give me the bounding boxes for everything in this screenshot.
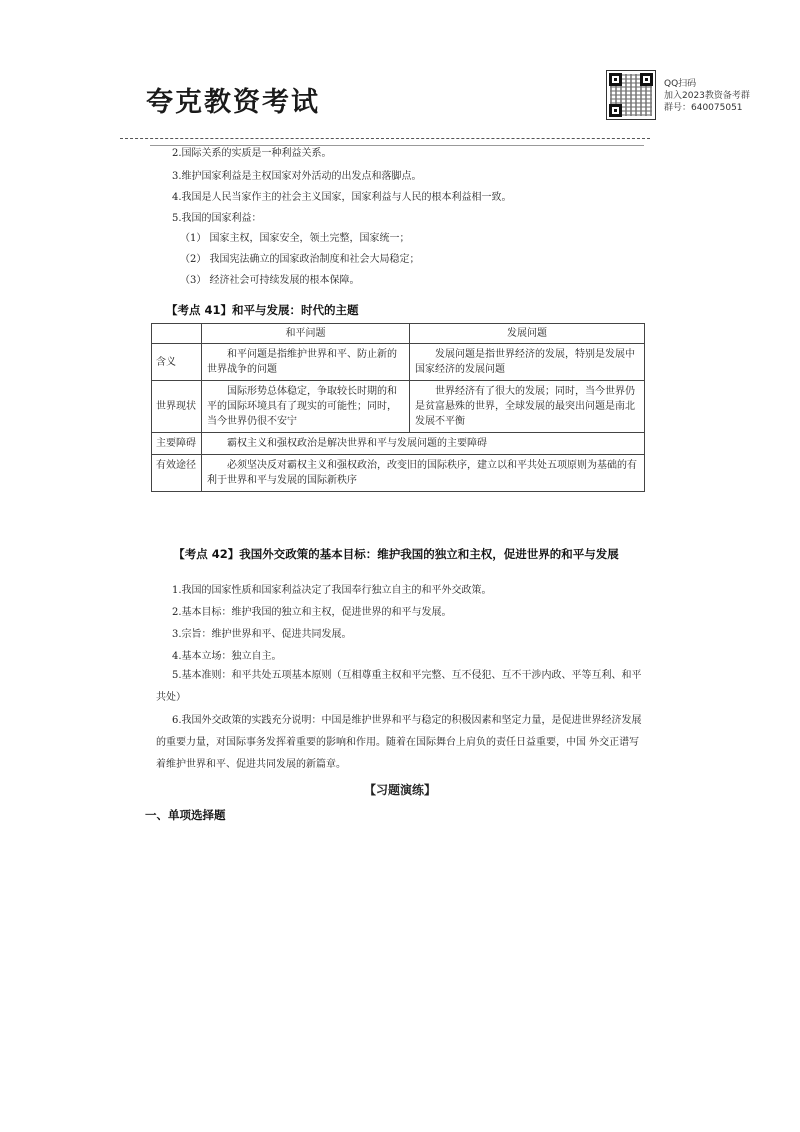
list-item: 4.基本立场：独立自主。 [172,651,282,662]
section-heading-42: 【考点 42】我国外交政策的基本目标：维护我国的独立和主权，促进世界的和平与发展 [173,547,619,561]
table-col-header: 发展问题 [410,324,645,344]
qr-code-icon [606,70,656,120]
table-row [152,344,645,381]
list-item: 4.我国是人民当家作主的社会主义国家，国家利益与人民的根本利益相一致。 [172,192,512,203]
table-row [152,433,645,455]
table-cell [202,381,410,433]
list-subitem: （2） 我国宪法确立的国家政治制度和社会大局稳定； [180,254,420,265]
table-col-header: 和平问题 [202,324,410,344]
list-item: 5.我国的国家利益： [172,213,262,224]
list-item: 3.宗旨：维护世界和平、促进共同发展。 [172,629,352,640]
list-item: 3.维护国家利益是主权国家对外活动的出发点和落脚点。 [172,171,422,182]
paragraph-text: 6.我国外交政策的实践充分说明：中国是维护世界和平与稳定的积极因素和坚定力量，是促进世界经济发展的重要力量，对国际事务发挥着重要的影响和作用。随着在国际舞台上肩负的责任日益重要，中国 外交正谱写着维护世界和平、促进共同发展的新篇章。 [156,715,642,770]
table-cell-text: 霸权主义和强权政治是解决世界和平与发展问题的主要障碍 [227,438,487,449]
list-item: 2.基本目标：维护我国的独立和主权，促进世界的和平与发展。 [172,607,452,618]
table-cell-text: 和平问题是指维护世界和平、防止新的世界战争的问题 [207,349,397,375]
table-cell-text: 必须坚决反对霸权主义和强权政治，改变旧的国际秩序，建立以和平共处五项原则为基础的有利于世界和平与发展的国际新秩序 [207,460,637,486]
paragraph-text: 5.基本准则：和平共处五项基本原则（互相尊重主权和平完整、互不侵犯、互不干涉内政、平等互利、和平共处） [156,670,642,703]
exercise-part-heading: 一、单项选择题 [145,808,226,822]
table-row [152,455,645,492]
list-item: 1.我国的国家性质和国家利益决定了我国奉行独立自主的和平外交政策。 [172,585,492,596]
table-row-label: 主要障碍 [152,433,202,455]
qr-caption [664,78,794,114]
table-cell-text: 世界经济有了很大的发展；同时，当今世界仍是贫富悬殊的世界，全球发展的最突出问题是南北发展不平衡 [415,386,635,427]
table-corner-cell [152,324,202,344]
table-cell [202,433,645,455]
header-divider-thin [150,145,644,146]
table-row [152,381,645,433]
qr-caption-line: QQ扫码 [664,79,697,89]
paragraph [156,665,646,709]
table-cell [202,344,410,381]
table-cell [410,344,645,381]
table-cell-text: 发展问题是指世界经济的发展，特别是发展中国家经济的发展问题 [415,349,635,375]
table-row-label: 世界现状 [152,381,202,433]
brand-logo-text: 夸克教资考试 [146,87,320,118]
list-item: 2.国际关系的实质是一种利益关系。 [172,148,332,159]
table-header-row [152,324,645,344]
table-cell [410,381,645,433]
table-cell [202,455,645,492]
paragraph [156,710,646,776]
list-subitem: （3） 经济社会可持续发展的根本保障。 [180,275,360,286]
qr-caption-line: 群号：640075051 [664,103,743,113]
header-divider [120,138,650,139]
list-subitem: （1） 国家主权，国家安全，领土完整，国家统一； [180,233,410,244]
comparison-table [151,323,645,492]
table-row-label: 有效途径 [152,455,202,492]
table-cell-text: 国际形势总体稳定，争取较长时期的和平的国际环境具有了现实的可能性；同时，当今世界仍很不安宁 [207,386,397,427]
table-row-label: 含义 [152,344,202,381]
section-heading-41: 【考点 41】和平与发展：时代的主题 [166,303,359,317]
exercise-title: 【习题演练】 [363,783,436,797]
qr-caption-line: 加入2023教资备考群 [664,91,750,101]
